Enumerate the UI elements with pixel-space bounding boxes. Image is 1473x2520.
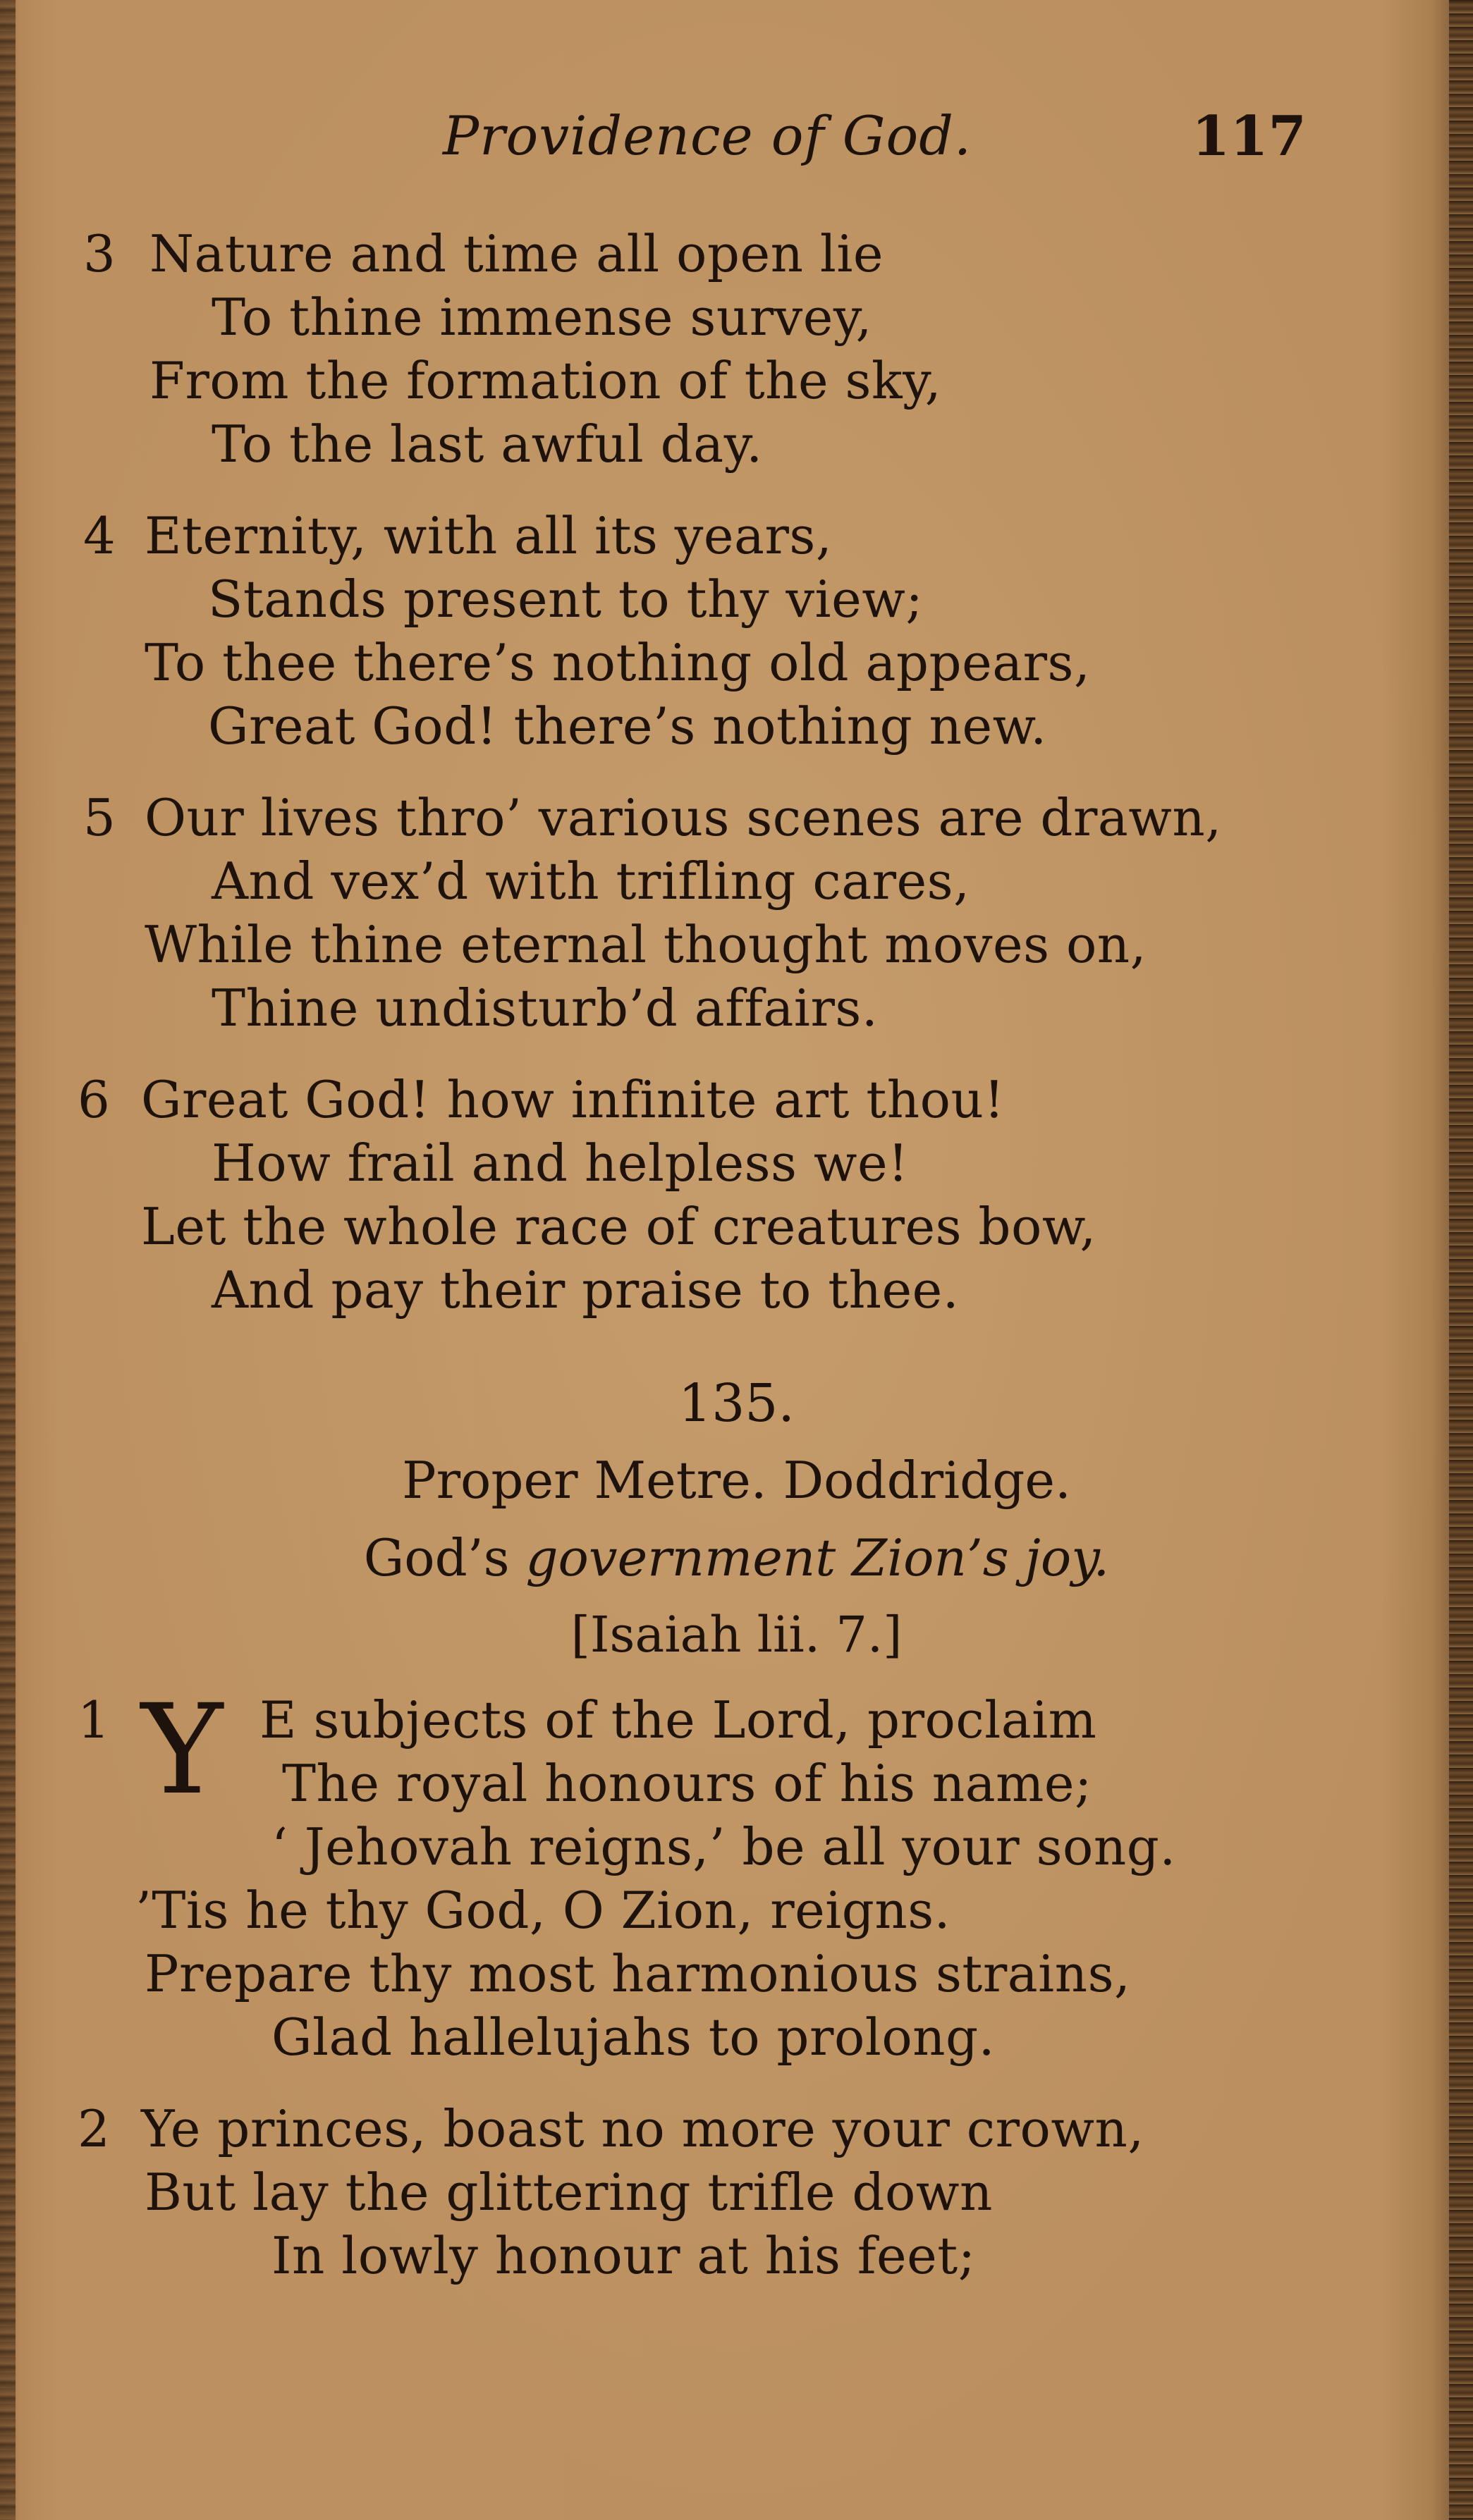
page-number: 117 (1192, 104, 1307, 168)
verse-line: And vex’d with trifling cares, (212, 852, 970, 911)
hymn-subject (0, 1528, 1473, 1587)
verse-line: Thine undisturb’d affairs. (212, 978, 879, 1038)
verse-line: But lay the glittering trifle down (145, 2163, 993, 2222)
verse-line: While thine eternal thought moves on, (145, 915, 1147, 974)
drop-cap: Y (141, 1678, 224, 1822)
running-title: Providence of God. (443, 104, 972, 167)
verse-line: Stands present to thy view; (208, 570, 924, 629)
verse-line: From the formation of the sky, (149, 351, 942, 410)
verse-number: 3 (83, 224, 116, 283)
verse-line: Prepare thy most harmonious strains, (145, 1944, 1131, 2003)
verse-number: 6 (78, 1070, 110, 1129)
verse-line: To thine immense survey, (212, 288, 872, 347)
verse-line: To the last awful day. (212, 414, 763, 474)
verse-number: 1 (78, 1690, 110, 1750)
hymn-number: 135. (678, 1373, 795, 1434)
verse-line: Great God! how infinite art thou! (141, 1070, 1005, 1129)
verse-line: Glad hallelujahs to prolong. (271, 2008, 996, 2067)
verse-line: E subjects of the Lord, proclaim (259, 1690, 1097, 1750)
verse-line: The royal honours of his name; (282, 1754, 1092, 1813)
page-left-edge (0, 0, 16, 2520)
verse-line: How frail and helpless we! (212, 1133, 909, 1193)
verse-line: Nature and time all open lie (149, 224, 884, 283)
verse-number: 2 (78, 2099, 110, 2158)
verse-line: ‘ Jehovah reigns,’ be all your song. (271, 1817, 1176, 1876)
page-right-edge (1449, 0, 1473, 2520)
hymn-metre: Proper Metre. Doddridge. (402, 1451, 1071, 1510)
scripture-reference: [Isaiah lii. 7.] (570, 1606, 903, 1664)
verse-line: Let the whole race of creatures bow, (141, 1197, 1096, 1256)
verse-line: Eternity, with all its years, (145, 506, 833, 565)
verse-line: To thee there’s nothing old appears, (145, 633, 1091, 692)
verse-line: Ye princes, boast no more your crown, (141, 2099, 1144, 2158)
verse-line: And pay their praise to thee. (212, 1260, 960, 1320)
verse-line: ’Tis he thy God, O Zion, reigns. (135, 1881, 951, 1940)
page-header (0, 104, 1473, 182)
verse-line: Our lives thro’ various scenes are drawn, (145, 788, 1222, 847)
hymn-subject-italic: government Zion’s joy. (525, 1528, 1110, 1587)
verse-number: 4 (83, 506, 116, 565)
hymn-subject-prefix: God’s (363, 1528, 510, 1587)
verse-line: In lowly honour at his feet; (271, 2226, 976, 2285)
verse-line: Great God! there’s nothing new. (208, 696, 1047, 756)
verse-number: 5 (83, 788, 116, 847)
